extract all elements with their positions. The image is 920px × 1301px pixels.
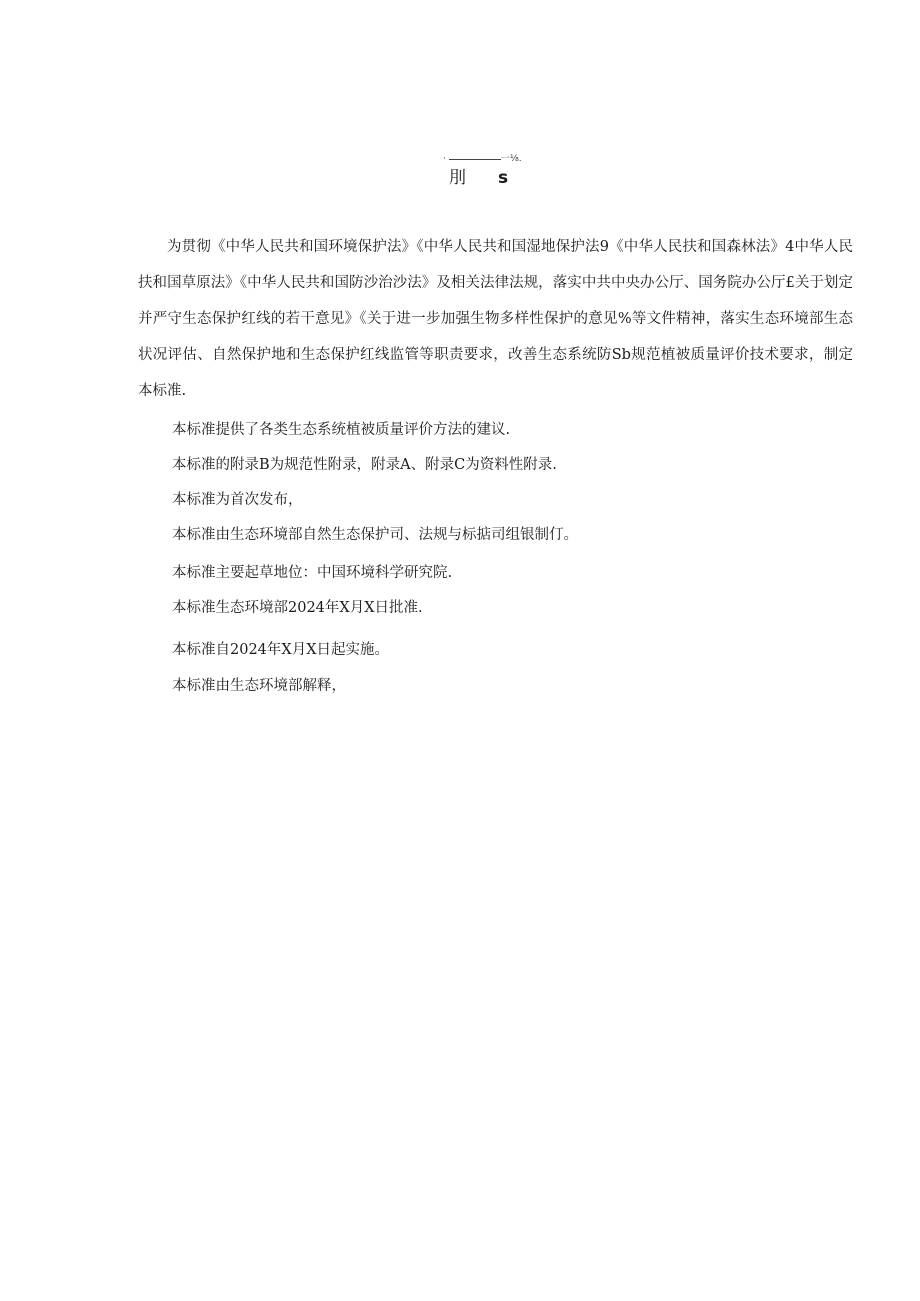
statement-line: 本标准由生态环境部自然生态保护司、法规与标掂司组银制仃。 bbox=[172, 527, 578, 543]
ornament-rule bbox=[449, 159, 501, 160]
intro-paragraph: 为贯彻《中华人民共和国环境保护法》《中华人民共和国湿地保护法9《中华人民扶和国森林法》4中华人民扶和国草原法》《中华人民共和国防沙治沙法》及相关法律法规，落实中共中央办公厅、国务院办公厅£关于划定并严守生态保护红线的若干意见》《关于进一步加强生物多样性保护的意见%等文件精神，落实生态环境部生态状况评估、自然保护地和生态保护红线监管等职责要求，改善生态系统防Sb规范植被质量评价技术要求，制定本标准. bbox=[138, 239, 853, 399]
statement-line: 本标准自2024年X月X日起实施。 bbox=[172, 642, 390, 658]
statement-line: 本标准由生态环境部解释， bbox=[172, 678, 346, 694]
ornament-right-mark: 一⅛. bbox=[501, 154, 522, 164]
statement-line: 本标准为首次发布， bbox=[172, 492, 303, 508]
statement-line: 本标准主要起草地位：中国环境科学研究院. bbox=[172, 565, 453, 581]
page-title-char-1: 刖 bbox=[449, 168, 466, 188]
statement-line: 本标准提供了各类生态系统植被质量评价方法的建议. bbox=[172, 422, 511, 438]
ornament-left-mark: · bbox=[443, 154, 446, 164]
statement-line: 本标准的附录B为规范性附录，附录A、附录C为资料性附录. bbox=[172, 457, 557, 473]
statement-line: 本标准生态环境部2024年X月X日批准. bbox=[172, 600, 423, 616]
page-title bbox=[449, 166, 508, 190]
heading-ornament bbox=[443, 153, 525, 165]
page-title-char-2: s bbox=[498, 168, 509, 188]
